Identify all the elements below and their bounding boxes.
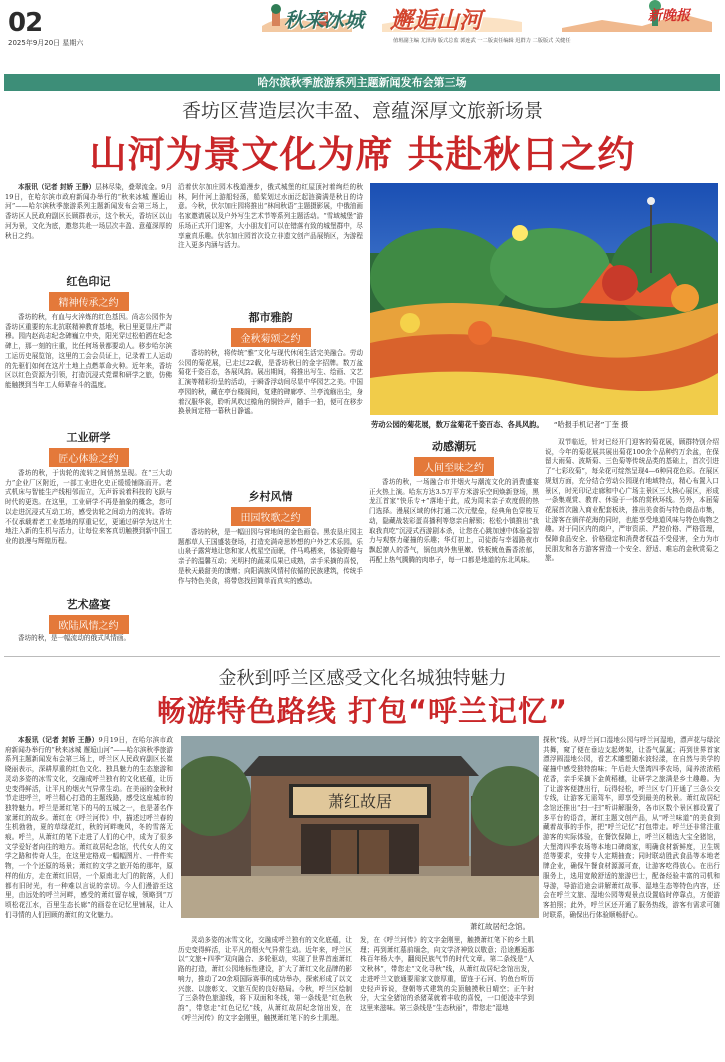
section-red-text: 香坊的秋，有血与火淬炼的红色基因。尚志公园作为香坊区重要的东北抗联精神教育基地，秋日里更显庄严肃穆。园内赵尚志纪念碑巍立中央，阳光穿过松柏洒在纪念碑上，那一刻的庄重，比任何场景都要动人。移步哈尔滨工运历史展览馆，这里的工会会员证上，记录着工人运动的先驱们如何在这片土地上点燃革命火种。近年来，香坊区以红色资源为引领，打造沉浸式党课和研学之旅，仿佛能触摸到当年工人师辈奋斗的温度。: [5, 313, 172, 389]
photo-caption: [371, 420, 719, 430]
article2-col1-text: 9月19日，在哈尔滨市政府新闻办举行的“秋来冰城 邂逅山河”——哈尔滨秋季旅游系列主题新闻发布会第三场上，呼兰区人民政府副区长崔晓丽表示，深耕厚重的红色文化、独具魅力的生态旅游和灵动多姿的冰雪文化，交融成呼兰独有的文化底蕴，让历史变得鲜活，让平凡的烟火气异常生动。在美丽的金秋时节走进呼兰，呼兰精心打造的主题线路，感受这座城市的独特魅力。呼兰是萧红笔下的马的五城之一，也是著名作家萧红的故乡。萧红在《呼兰河传》中，描述过呼兰春的生机勃勃，夏的草绿花红，秋的河畔晚风，冬的雪落无痕。呼兰，从萧红的笔下走进了人们的心中，成为了很多文学爱好者向往的地方。萧红故居纪念馆，代代女人的文学之路和传奇人生，在这里定格成一幅幅图片、一件件实物，一个个还原的场景；萧红的文学之旅开始的那年，原样的仙方，走在萧红旧居，一个原南北大门的院落，人们都有旧时光，有一种难以言说的亲切。今人们漫游至这里，由远处的呼兰河畔，感受的萧红留存城，领略到“万顷松花江水，百里生态长廊”的画卷在记忆里铺展，让人们寻情的人们回顾的萧红的文化魅力。: [5, 736, 173, 919]
col2-text: 沿着伏尔加庄园木栈道漫步，俄式城堡的红屋顶衬着绚烂的秋林，阿什河上游船轻荡，船桨划过水面泛起涟漪满是秋日的诗意。今秋，伏尔加庄园将推出“林间秋语”主题摄影展，中俄油画名家邀请展以及户外写生艺术节等系列主题活动。“雪域城堡”游乐场正式开门迎客，大小朋友们可以在错落有致的城堡群中，尽享童真乐趣。伏尔加庄园首次设立非遗文创产品展销区，为游程注入更多内涵与活力。: [178, 183, 363, 250]
residence-photo-caption: 萧红故居纪念馆。: [470, 922, 530, 931]
section-red: [5, 273, 172, 311]
residence-gate-image: [181, 736, 539, 918]
newspaper-logo: 新晚报: [648, 8, 690, 24]
section-industry-text: 香坊的秋，于齿轮的流转之间悄然呈现。在“三大动力”企业厂区附近，一部工业进化史正缓缓铺陈而开。老式机床与智能生产线相邻而立，无声诉说着科技的飞跃与时代的更迭。在这里，工业研学不再是抽象的概念，您可以走进沉浸式互动工坊，感受齿轮之间动力的流转。香坊不仅承载着老工业基地的厚重记忆，更通过研学为这片土地注入新的生机与活力，让每位来客真切触摸到新中国工业的浪漫与辉煌历程。: [5, 469, 172, 545]
series-label: 哈尔滨秋季旅游系列主题新闻发布会第三场: [257, 76, 467, 89]
section-title: 艺术盛宴: [66, 598, 111, 611]
section-title: 红色印记: [66, 275, 111, 288]
section-subtitle: 人间至味之约: [414, 457, 494, 476]
article1-col2: [178, 183, 363, 653]
banner-right-text: 邂逅山河: [390, 8, 482, 34]
xiaohong-residence-photo: [181, 736, 539, 918]
section-trendy: [369, 438, 539, 476]
section-art: [5, 596, 172, 634]
lead-reporter: （记者 封娇 王静）: [38, 736, 99, 744]
section-title: 都市雅韵: [248, 311, 293, 324]
article1-col1: [5, 183, 172, 643]
article2-col1: [5, 736, 173, 1056]
photo-caption-text: 劳动公园的菊花展，数万盆菊花千姿百态、各具风韵。: [371, 420, 544, 429]
section-rural-text: 香坊的秋，是一幅田园与营地间的金色画卷。黑农垦庄园主题都草人王国盛装登场，打造充满奇思妙想的户外艺术乐园。乐山泉子露营地让您和家人枕星空而眠，伴马鸣栖来，体验野趣与亲子的温馨互动；光明村的蔬菜瓜果已成熟，亲手采摘的喜悦，是秋天最甜美的馈赠；向阳满族风情村依循的民族建筑，传统手作与特色美食，将带您找回简单而真实的感动。: [178, 528, 363, 585]
article2-subtitle: 金秋到呼兰区感受文化名城独特魅力: [218, 668, 507, 689]
page-number: 02: [8, 8, 43, 38]
banner-left-text: 秋来冰城: [284, 8, 364, 32]
section-rural: [178, 488, 363, 526]
flower-show-image: [370, 183, 718, 415]
article2-col3: [360, 936, 534, 1056]
section-subtitle: 匠心体验之约: [49, 448, 129, 467]
article2-col4: [543, 736, 720, 1056]
section-urban: [178, 309, 363, 347]
issue-date: 2025年9月20日 星期六: [8, 39, 84, 47]
section-title: 动感潮玩: [432, 440, 476, 453]
lead-reporter: （记者 封娇 王静）: [37, 183, 96, 191]
series-topbar: [4, 74, 720, 91]
photo-credit: “哈报手机记者”丁奎 摄: [553, 420, 629, 429]
svg-text:萧红故居: 萧红故居: [327, 792, 393, 811]
section-industry: [5, 429, 172, 467]
article2-col4-text: 探秋”线。从呼兰河口湿地公园与呼兰河湿地，漂声花与绿淀共舞，窥了便在垂边支起烤架，让香气氤氲；再到世界首家漂浮圆湿地公园，看艺术雕塑随水波轻漾，在自然与美学的碰撞中感受独特韵味；午后赴大堡湾四季农场，闻养浓浓稻花香，亲手采摘下金黄稻穗，让研学之旅满是乡土趣趣。为了让游客便捷出行，玩得轻松，呼兰区专门开通了三条公交专线，让游客无需驾车，即享受到最美的秋景。萧红故居纪念馆还推出“扫一扫”听讲解服务，各市区数个景区都设置了多平台的语音，萧红主题文创产品，从“呼兰味道”的美食到藏着故事的手作，把“呼兰记忆”打包带走。呼兰还非常注重游客的实际体验，在餐饮保障上，呼兰区精选大宝全猪馆，大堡湾四季农场等本地口碑商家，明确食材新鲜度，卫生规范等要求，安排专人定期抽查；同时联动胜武食品等本地老牌企业，确保午餐食材源源可查，让游客吃得放心。在出行服务上，选用宽敞舒适的旅游巴士，配备经验丰富的司机和导游，导游沿途会讲解萧红故事、湿地生态等特色内容，还会在呼兰文旅、湿地公园等观景点设置临时停靠点，方便游客拍照；此外，呼兰区还开通了服务热线，游客有需求可随时联系，确保出行体验顺畅舒心。: [543, 736, 720, 919]
chrysanthemum-photo: [370, 183, 718, 415]
article1-col3: [369, 438, 539, 648]
section-urban-text: 香坊的秋，将传统“雅”文化与现代休闲生活完美融合。劳动公园的菊花展，已走过22载，是香坊秋日的金字招牌。数万盆菊花千姿百态，各展风韵。展出期间，将推出写生、绘画、文艺汇演等精彩纷呈的活动，于瞬香浮动间尽显中华园艺之美。中国亭园的秋，藏在亭台楼阁间，复建的碑廊亭、兰亭流觞出尘，身着汉服华裳，聆听风吹过檐角的铜铃声，随手一拍，便可在移步换景间定格一幕秋日静谧。: [178, 349, 363, 416]
section-art-text: 香坊的秋，是一幅流动的俄式风情画。: [18, 634, 131, 642]
section-title: 乡村风情: [248, 490, 293, 503]
col4-text: 双节临近，针对已经开门迎客的菊花展，顾群特别介绍说，今年的菊花展共展出菊花100余个品种约万余盆，在保留大雨菊、波斯菊、三色菊等传统品类的基础上，首次引进了“七彩玫菊”，每朵花可绽然呈现4—6种同花色彩。在展区规划方面，充分结合劳动公园现有地域特点，精心布置入口景区，时光印记走廊和中心广场主景区三大核心展区，形成一条集观赏、教育、休验于一体的赏秋环线。另外，本届菊花展首次融入商业配套板块，推出美食街与特色商品市集，让游客在徜徉花海的同时，也能享受地道风味与特色购物之趣。对于同区内的商户，严审资质、严控价格、严格管理，保障食品安全、价格稳定和消费者权益不受侵害，全力为市民朋友和各方游客营造一个安全、舒适、难忘的金秋赏菊之旅。: [545, 438, 719, 563]
lead-tag: 本报讯: [18, 183, 38, 191]
page-header: [0, 0, 725, 48]
article2-col2-text: 灵动多姿的冰雪文化，交融成呼兰独有的文化底蕴，让历史变得鲜活，让平凡的烟火气异常生动。近年来，呼兰区以“文旅+四季”双向融合、多轮驱动，实现了世界首座萧红路的打造，萧红公园地标性建设，扩大了萧红文化品牌的影响力，推动了20余项国际赛事的成功举办，探索形成了以文兴旅、以旅彰文、文旅互促的良好格局。今秋，呼兰区绘制了三条特色旅游线，将下双面和冬线，第一条线是“红色秋韵”，带您走“红色记忆”线，从萧红故居纪念馆出发，在《呼兰河传》的文字金刚里，触摸萧红笔下的乡土肌理。: [178, 936, 352, 1022]
article1-subtitle: 香坊区营造层次丰盈、意蕴深厚文旅新场景: [181, 100, 543, 122]
section-subtitle: 精神传承之约: [49, 292, 129, 311]
editor-credits: 值班副主编 尤泽海 版式总监 郭连武 一二版责任编辑 迟群力 二版版式 关健任: [393, 38, 571, 44]
article1-intro: 层林尽染，叠翠流金。9月19日，在哈尔滨市政府新闻办举行的“秋来冰城 邂逅山河”——哈尔滨秋季旅游系列主题新闻发布会第三场上，香坊区人民政府副区长顾群表示，这个秋天，香坊区以山河为景，文化为底，邀您共赴一场层次丰盈、意蕴深厚的秋日之约。: [5, 183, 172, 240]
article2-col3-text: 发，在《呼兰河传》的文字金刚里，触摸萧红笔下的乡土肌理；再到萧红墓前缅念，向文学济神致以敬意；沿途邂逅那株百年杨大李，翻阅民族气节的时代文章。第二条线是“人文秋林”，带您走“文化寻秋”线，从萧红故居纪念馆出发，走进呼兰文旅通要需家文旅厚重，留连于石河、钓鱼台听历史轻声诉说，登朝等式建筑的尖顶触摸秋日晴空；正午时分，大宝全猪馆的杀猪菜就着丰收的喜悦，一口便凌丰学到这里来滋味。第三条线是“生态秋丽”，带您走“湿地: [360, 936, 534, 1012]
article2-title: 畅游特色路线 打包“呼兰记忆”: [156, 694, 569, 728]
article-divider: [4, 656, 720, 657]
header-banner: [262, 0, 712, 32]
article1-col4: [545, 438, 719, 650]
section-subtitle: 田园牧歌之约: [231, 507, 311, 526]
article1-title: 山河为景文化为席 共赴秋日之约: [89, 133, 636, 176]
section-subtitle: 欧陆风情之约: [49, 615, 129, 634]
lead-tag: 本报讯: [18, 736, 39, 744]
article2-col2: [178, 936, 352, 1056]
section-title: 工业研学: [66, 431, 111, 444]
section-trendy-text: 香坊的秋，一场融合市井烟火与潮流文化的消费盛宴正火热上演。哈东方达3.5万平方米游乐空间焕新登场，黑龙江首家“快乐专+”落地于此，成为周末亲子欢度假的热门选择。漫展区域的休打通二次元壁垒，经典角色穿梭互动，隐藏战装彩蛋喜播利等您亲自解锁；松松小镇推出“我取我真吃”沉浸式西游剧本杀，让您在心跳加速中体验益智力与观察力碰撞的乐趣；华灯初上，司徒街与幸福路夜市飘起撩人的香气，锅包肉外焦里嫩、铁板鱿鱼酱香浓郁，再配上热气腾腾的肉串子，每一口都是地道的东北风味。: [369, 478, 539, 564]
section-subtitle: 金秋菊颂之约: [231, 328, 311, 347]
